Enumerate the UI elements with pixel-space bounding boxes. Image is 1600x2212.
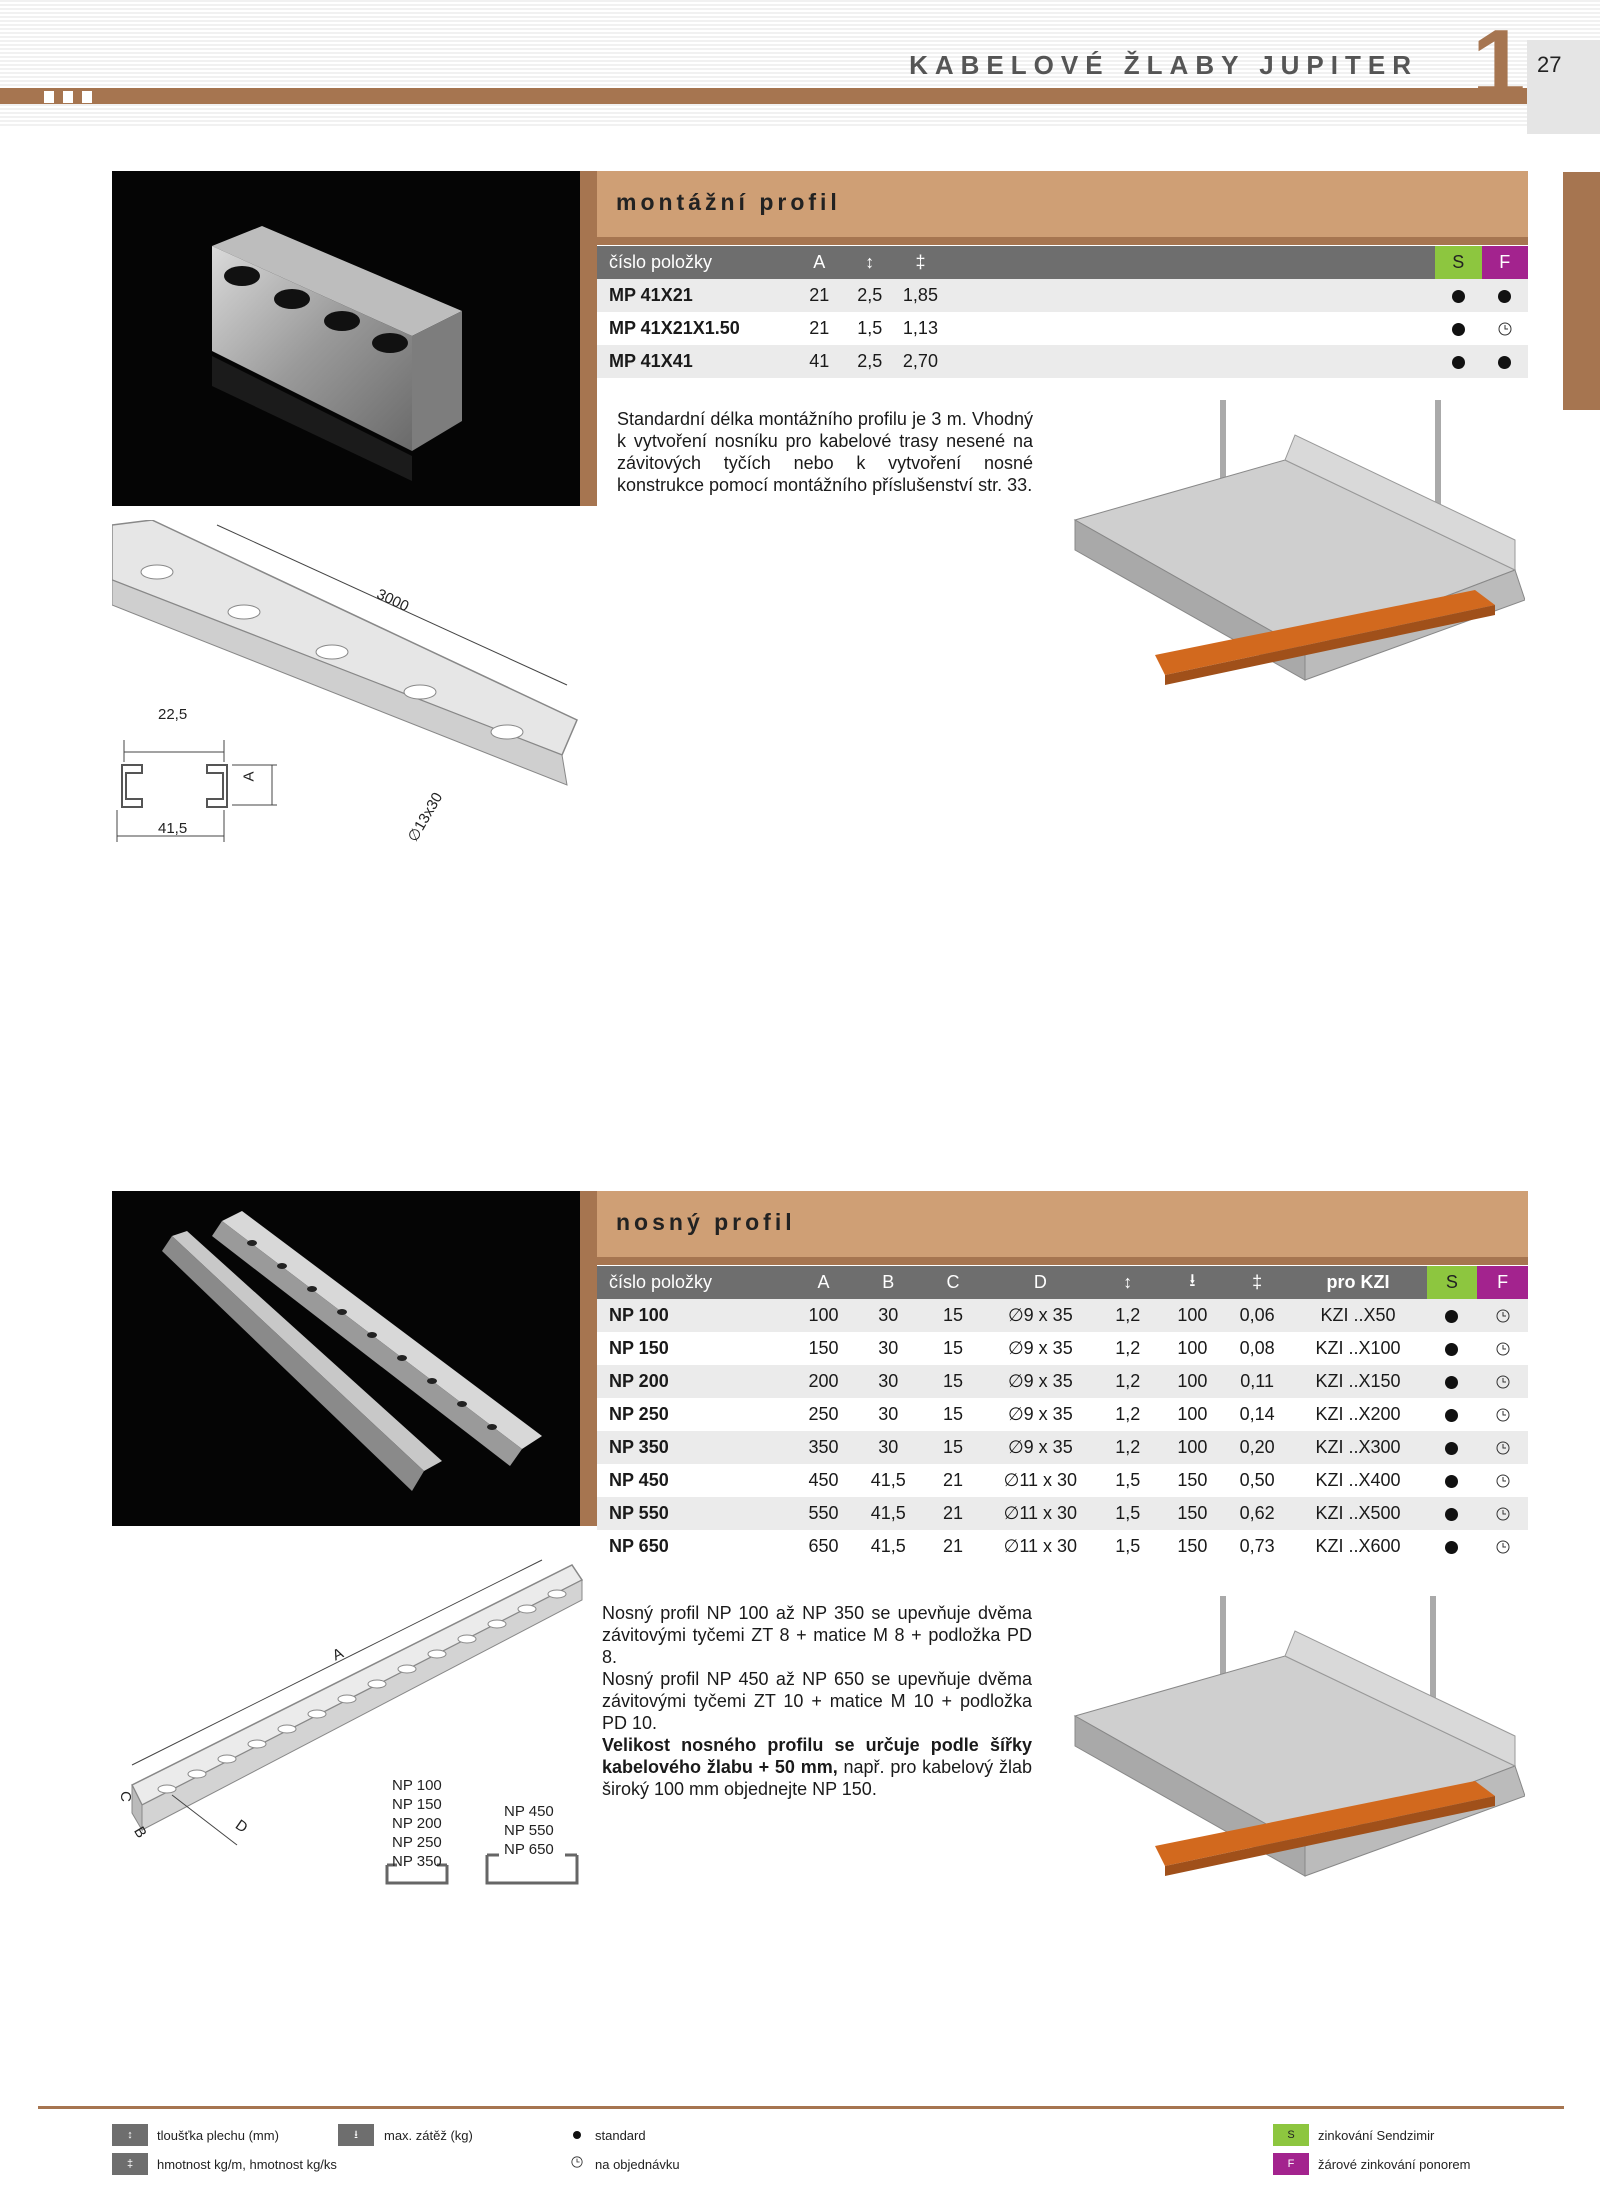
cell-w: 0,06 bbox=[1225, 1299, 1290, 1332]
support-para-3-bold: Velikost nosného profilu se určuje podle šířky kabelového žlabu + 50 mm, bbox=[602, 1735, 1032, 1777]
section-heading: nosný profil bbox=[616, 1209, 796, 1235]
cell-t: 1,2 bbox=[1095, 1431, 1160, 1464]
cell-name: NP 550 bbox=[597, 1497, 791, 1530]
cell-l: 150 bbox=[1160, 1530, 1225, 1563]
cell-d: ∅11 x 30 bbox=[985, 1530, 1095, 1563]
section-header-support bbox=[597, 1191, 1528, 1265]
legend-standard: standard bbox=[595, 2128, 646, 2143]
page-number-box bbox=[1527, 40, 1600, 134]
clock-icon bbox=[1496, 1375, 1510, 1389]
cell-l: 100 bbox=[1160, 1332, 1225, 1365]
dim-b: B bbox=[130, 1823, 150, 1842]
col-load-icon: ⭳ bbox=[1160, 1266, 1225, 1299]
cell-name: NP 450 bbox=[597, 1464, 791, 1497]
cell-c: 15 bbox=[921, 1299, 986, 1332]
table-row bbox=[597, 1497, 1528, 1530]
col-weight-icon: ‡ bbox=[895, 246, 947, 279]
legend-weight: hmotnost kg/m, hmotnost kg/ks bbox=[157, 2157, 337, 2172]
cell-c: 21 bbox=[921, 1497, 986, 1530]
legend-s-text: zinkování Sendzimir bbox=[1318, 2128, 1435, 2143]
mounting-profile-photo bbox=[112, 171, 580, 506]
cell-l: 100 bbox=[1160, 1299, 1225, 1332]
cell-t: 1,2 bbox=[1095, 1332, 1160, 1365]
cell-c: 21 bbox=[921, 1530, 986, 1563]
section-heading: montážní profil bbox=[616, 189, 841, 215]
standard-dot-icon bbox=[1445, 1442, 1458, 1455]
clock-icon bbox=[1496, 1507, 1510, 1521]
support-profile-table bbox=[597, 1266, 1528, 1563]
cell-w: 0,20 bbox=[1225, 1431, 1290, 1464]
clock-icon bbox=[1496, 1540, 1510, 1554]
mounting-profile-drawing bbox=[112, 520, 592, 850]
cell-b: 30 bbox=[856, 1431, 921, 1464]
support-profile-photo bbox=[112, 1191, 580, 1526]
cell-kzi: KZI ..X150 bbox=[1290, 1365, 1427, 1398]
col-f: F bbox=[1477, 1266, 1528, 1299]
cell-d: ∅11 x 30 bbox=[985, 1497, 1095, 1530]
legend-thickness: tloušťka plechu (mm) bbox=[157, 2128, 279, 2143]
table-row: MP 41X21X1.50 21 1,5 1,13 bbox=[597, 312, 1528, 345]
clock-icon bbox=[1496, 1474, 1510, 1488]
col-item-number: číslo položky bbox=[597, 1266, 791, 1299]
chapter-side-tab bbox=[1563, 172, 1600, 410]
cell-b: 30 bbox=[856, 1365, 921, 1398]
cell-name: NP 100 bbox=[597, 1299, 791, 1332]
cell-t: 1,2 bbox=[1095, 1299, 1160, 1332]
col-a: A bbox=[794, 246, 845, 279]
cell-a: 100 bbox=[791, 1299, 856, 1332]
table-header-row bbox=[597, 246, 1528, 279]
cell-kzi: KZI ..X300 bbox=[1290, 1431, 1427, 1464]
dim-c: C bbox=[116, 1791, 134, 1802]
legend-f-box: F bbox=[1273, 2153, 1309, 2175]
clock-icon bbox=[1496, 1309, 1510, 1323]
table-row bbox=[597, 1530, 1528, 1563]
cell-d: ∅9 x 35 bbox=[985, 1299, 1095, 1332]
dim-d: D bbox=[232, 1816, 251, 1837]
photo-accent-strip bbox=[580, 171, 597, 506]
cell-l: 150 bbox=[1160, 1497, 1225, 1530]
col-thickness-icon: ↕ bbox=[845, 246, 895, 279]
table-row bbox=[597, 1332, 1528, 1365]
cell-kzi: KZI ..X600 bbox=[1290, 1530, 1427, 1563]
cell-c: 15 bbox=[921, 1365, 986, 1398]
cell-b: 41,5 bbox=[856, 1497, 921, 1530]
cell-t: 1,2 bbox=[1095, 1365, 1160, 1398]
support-description bbox=[602, 1602, 1032, 1800]
support-para-2: Nosný profil NP 450 až NP 650 se upevňuje dvěma závitovými tyčemi ZT 10 + matice M 10 + podložka PD 10. bbox=[602, 1669, 1032, 1733]
thickness-icon: ↕ bbox=[112, 2124, 148, 2146]
cell-kzi: KZI ..X100 bbox=[1290, 1332, 1427, 1365]
cell-t: 1,5 bbox=[1095, 1464, 1160, 1497]
footer-line bbox=[38, 2106, 1564, 2109]
section-header-mounting bbox=[597, 171, 1528, 245]
legend-s-box: S bbox=[1273, 2124, 1309, 2146]
cell-b: 30 bbox=[856, 1332, 921, 1365]
col-thickness-icon: ↕ bbox=[1095, 1266, 1160, 1299]
cell-w: 0,11 bbox=[1225, 1365, 1290, 1398]
col-weight-icon: ‡ bbox=[1225, 1266, 1290, 1299]
cell-d: ∅9 x 35 bbox=[985, 1332, 1095, 1365]
table-row bbox=[597, 1398, 1528, 1431]
cell-c: 15 bbox=[921, 1431, 986, 1464]
cell-name: NP 350 bbox=[597, 1431, 791, 1464]
cable-tray-illustration bbox=[1065, 1596, 1525, 1896]
cell-t: 1,5 bbox=[1095, 1497, 1160, 1530]
cell-w: 0,08 bbox=[1225, 1332, 1290, 1365]
header-bar bbox=[0, 88, 1600, 104]
standard-dot-icon bbox=[1445, 1541, 1458, 1554]
table-row bbox=[597, 1464, 1528, 1497]
dim-length: 3000 bbox=[373, 585, 412, 616]
cell-a: 450 bbox=[791, 1464, 856, 1497]
cell-w: 0,50 bbox=[1225, 1464, 1290, 1497]
cell-d: ∅9 x 35 bbox=[985, 1431, 1095, 1464]
cell-b: 41,5 bbox=[856, 1530, 921, 1563]
col-kzi: pro KZI bbox=[1290, 1266, 1427, 1299]
col-item-number: číslo položky bbox=[597, 246, 794, 279]
support-para-3 bbox=[602, 1734, 1032, 1800]
clock-icon bbox=[1498, 322, 1512, 336]
col-c: C bbox=[921, 1266, 986, 1299]
cable-tray-illustration bbox=[1065, 400, 1525, 700]
clock-icon bbox=[1496, 1408, 1510, 1422]
mounting-profile-table bbox=[597, 246, 1528, 378]
clock-icon bbox=[1496, 1441, 1510, 1455]
legend-f-text: žárové zinkování ponorem bbox=[1318, 2157, 1471, 2172]
clock-icon bbox=[1496, 1342, 1510, 1356]
table-row bbox=[597, 1365, 1528, 1398]
cell-b: 41,5 bbox=[856, 1464, 921, 1497]
cell-c: 15 bbox=[921, 1332, 986, 1365]
cell-d: ∅9 x 35 bbox=[985, 1365, 1095, 1398]
col-b: B bbox=[856, 1266, 921, 1299]
cell-kzi: KZI ..X50 bbox=[1290, 1299, 1427, 1332]
cell-a: 350 bbox=[791, 1431, 856, 1464]
np-group-small: NP 100 NP 150 NP 200 NP 250 NP 350 bbox=[392, 1777, 442, 1870]
cell-a: 150 bbox=[791, 1332, 856, 1365]
standard-dot-icon bbox=[1445, 1343, 1458, 1356]
col-f: F bbox=[1482, 246, 1529, 279]
cell-d: ∅9 x 35 bbox=[985, 1398, 1095, 1431]
page-number: 27 bbox=[1537, 52, 1562, 77]
clock-icon bbox=[571, 2156, 583, 2168]
col-s: S bbox=[1435, 246, 1481, 279]
load-icon: ⭳ bbox=[338, 2124, 374, 2146]
cell-w: 0,73 bbox=[1225, 1530, 1290, 1563]
table-row: MP 41X41 41 2,5 2,70 bbox=[597, 345, 1528, 378]
table-header-row bbox=[597, 1266, 1528, 1299]
col-a: A bbox=[791, 1266, 856, 1299]
cell-a: 550 bbox=[791, 1497, 856, 1530]
table-row bbox=[597, 1431, 1528, 1464]
standard-dot-icon bbox=[1445, 1409, 1458, 1422]
legend-order: na objednávku bbox=[595, 2157, 680, 2172]
dim-width-top: 22,5 bbox=[158, 706, 188, 723]
cell-c: 15 bbox=[921, 1398, 986, 1431]
standard-dot-icon bbox=[1498, 356, 1511, 369]
col-s: S bbox=[1427, 1266, 1478, 1299]
cell-name: NP 250 bbox=[597, 1398, 791, 1431]
cell-name: NP 650 bbox=[597, 1530, 791, 1563]
standard-dot-icon bbox=[1445, 1475, 1458, 1488]
header-blocks bbox=[44, 90, 101, 108]
standard-dot-icon bbox=[1498, 290, 1511, 303]
cell-b: 30 bbox=[856, 1398, 921, 1431]
cell-kzi: KZI ..X400 bbox=[1290, 1464, 1427, 1497]
cell-w: 0,14 bbox=[1225, 1398, 1290, 1431]
dim-height: A bbox=[240, 771, 258, 782]
standard-dot-icon bbox=[573, 2131, 581, 2139]
dim-width-bottom: 41,5 bbox=[158, 820, 188, 837]
cell-l: 100 bbox=[1160, 1431, 1225, 1464]
weight-icon: ‡ bbox=[112, 2153, 148, 2175]
cell-a: 200 bbox=[791, 1365, 856, 1398]
standard-dot-icon bbox=[1445, 1376, 1458, 1389]
standard-dot-icon bbox=[1452, 323, 1465, 336]
np-group-large: NP 450 NP 550 NP 650 bbox=[504, 1803, 554, 1858]
cell-l: 150 bbox=[1160, 1464, 1225, 1497]
cell-name: NP 200 bbox=[597, 1365, 791, 1398]
cell-l: 100 bbox=[1160, 1365, 1225, 1398]
standard-dot-icon bbox=[1445, 1310, 1458, 1323]
col-d: D bbox=[985, 1266, 1095, 1299]
mounting-description: Standardní délka montážního profilu je 3 m. Vhodný k vytvoření nosníku pro kabelové trasy nesené na závitových tyčích nebo k vytvoření nosné konstrukce pomocí montážního příslušenství str. 33. bbox=[617, 409, 1033, 495]
table-row: MP 41X21 21 2,5 1,85 bbox=[597, 279, 1528, 312]
dim-a: A bbox=[329, 1644, 347, 1665]
legend-load: max. zátěž (kg) bbox=[384, 2128, 473, 2143]
cell-c: 21 bbox=[921, 1464, 986, 1497]
standard-dot-icon bbox=[1452, 356, 1465, 369]
cell-t: 1,2 bbox=[1095, 1398, 1160, 1431]
support-para-3-rest: např. pro kabelový žlab široký 100 mm objednejte NP 150. bbox=[602, 1757, 1032, 1799]
cell-d: ∅11 x 30 bbox=[985, 1464, 1095, 1497]
chapter-number: 1 bbox=[1472, 10, 1526, 117]
page-title: KABELOVÉ ŽLABY JUPITER bbox=[909, 50, 1418, 80]
cell-kzi: KZI ..X200 bbox=[1290, 1398, 1427, 1431]
support-para-1: Nosný profil NP 100 až NP 350 se upevňuje dvěma závitovými tyčemi ZT 8 + matice M 8 + podložka PD 8. bbox=[602, 1603, 1032, 1667]
photo-accent-strip bbox=[580, 1191, 597, 1526]
cell-a: 250 bbox=[791, 1398, 856, 1431]
standard-dot-icon bbox=[1445, 1508, 1458, 1521]
cell-a: 650 bbox=[791, 1530, 856, 1563]
table-row bbox=[597, 1299, 1528, 1332]
cell-kzi: KZI ..X500 bbox=[1290, 1497, 1427, 1530]
cell-l: 100 bbox=[1160, 1398, 1225, 1431]
dim-hole: ∅13x30 bbox=[404, 789, 447, 845]
cell-w: 0,62 bbox=[1225, 1497, 1290, 1530]
cell-t: 1,5 bbox=[1095, 1530, 1160, 1563]
standard-dot-icon bbox=[1452, 290, 1465, 303]
cell-name: NP 150 bbox=[597, 1332, 791, 1365]
cell-b: 30 bbox=[856, 1299, 921, 1332]
